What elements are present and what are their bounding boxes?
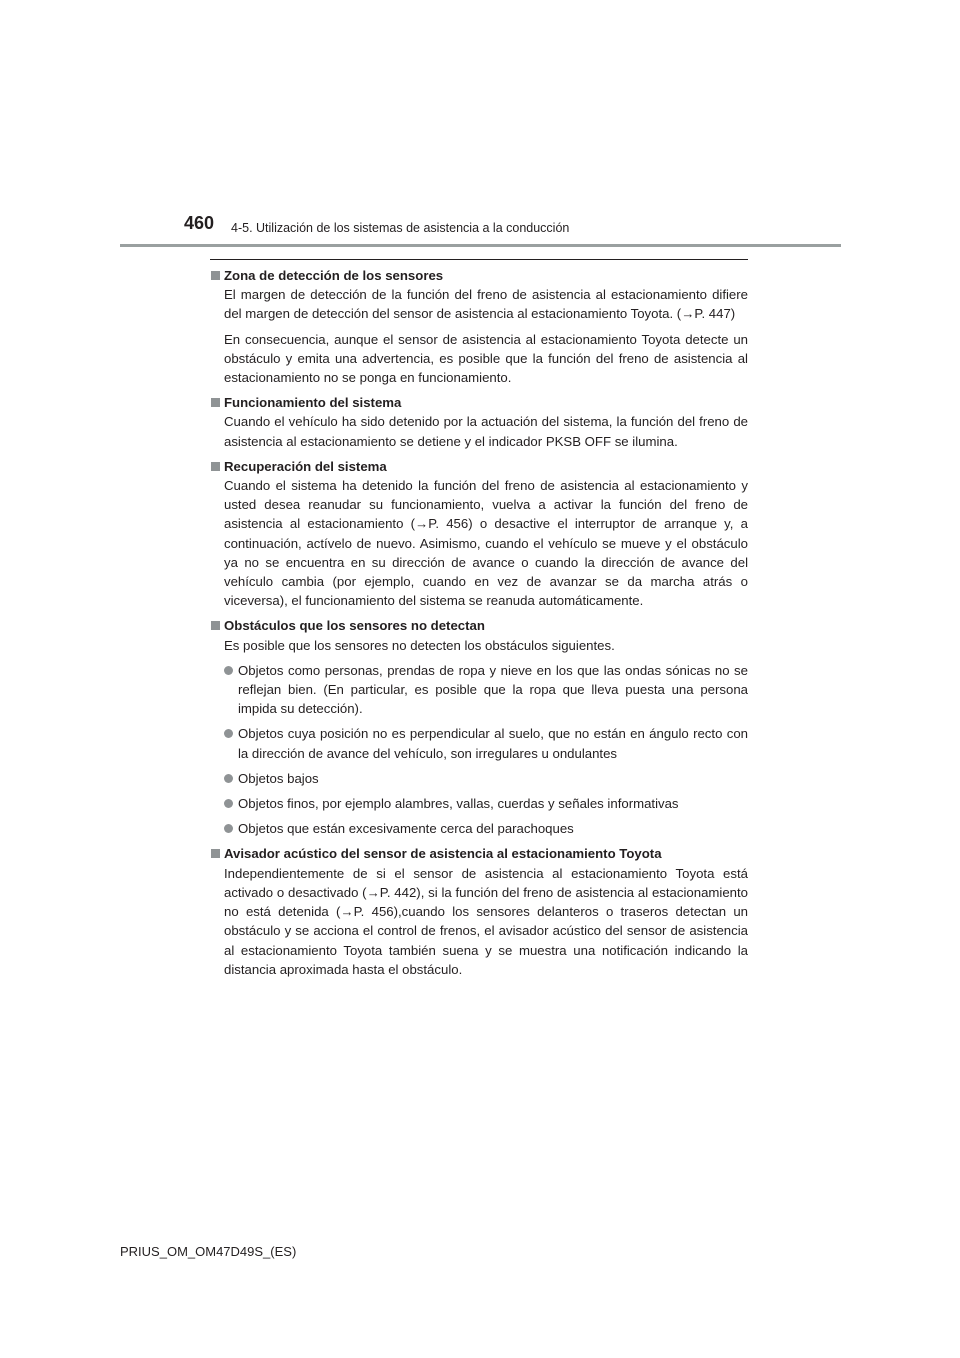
list-item-text: Objetos que están excesivamente cerca del parachoques [238,821,574,837]
page-number: 460 [184,213,215,233]
paragraph: En consecuencia, aunque el sensor de asistencia al estacionamiento Toyota detecte un obstáculo y emita una advertencia, es posible que la función del freno de asistencia al estacionamiento no se ponga en funcionamiento. [224,331,748,386]
section-buzzer [210,844,748,978]
section-system-operation [210,393,748,451]
section-heading: Avisador acústico del sensor de asistencia al estacionamiento Toyota [224,846,662,862]
list-item-text: Objetos bajos [238,770,319,786]
square-bullet-icon [211,462,220,471]
circle-bullet-icon [224,666,233,675]
circle-bullet-icon [224,774,233,783]
section-heading: Zona de detección de los sensores [224,268,444,283]
section-undetected-obstacles [210,616,748,838]
circle-bullet-icon [224,824,233,833]
circle-bullet-icon [224,729,233,738]
page-body [210,266,748,985]
square-bullet-icon [211,849,220,858]
list-item [238,724,748,762]
paragraph: Es posible que los sensores no detecten los obstáculos siguientes. [224,637,615,653]
section-rule [210,259,748,260]
section-heading: Recuperación del sistema [224,458,387,474]
square-bullet-icon [211,271,220,280]
list-item-text: Objetos cuya posición no es perpendicular al suelo, que no están en ángulo recto con la dirección de avance del vehículo, son irregulares u ondulantes [238,726,748,761]
section-heading: Funcionamiento del sistema [224,395,402,411]
paragraph: Cuando el vehículo ha sido detenido por la actuación del sistema, la función del freno de asistencia al estacionamiento se detiene y el indicador PKSB OFF se ilumina. [224,414,748,449]
list-item [238,661,748,719]
list-item-text: Objetos como personas, prendas de ropa y nieve en los que las ondas sónicas no se reflejan bien. (En particular, es posible que la ropa que lleva puesta una persona impida su detección). [238,662,748,717]
running-header: 4-5. Utilización de los sistemas de asistencia a la conducción [231,221,570,235]
list-item [238,794,748,813]
document-code-footer: PRIUS_OM_OM47D49S_(ES) [120,1244,297,1259]
list-item [238,819,748,838]
square-bullet-icon [211,398,220,407]
list-item-text: Objetos finos, por ejemplo alambres, vallas, cuerdas y señales informativas [238,796,679,812]
paragraph: Independientemente de si el sensor de asistencia al estacionamiento Toyota está activado o desactivado (→P. 442), si la función del freno de asistencia al estacionamiento no está detenida (→P. 456),cuando los sensores delanteros o traseros detectan un obstáculo y se acciona el control de frenos, el avisador acústico del sensor de asistencia al estacionamiento Toyota también suena y se muestra una notificación indicando la distancia aproximada hasta el obstáculo. [224,865,748,977]
paragraph: El margen de detección de la función del freno de asistencia al estacionamiento difiere del margen de detección del sensor de asistencia al estacionamiento Toyota. (→P. 447) [224,287,748,322]
section-detection-zone [210,266,748,387]
section-system-recovery [210,457,748,611]
header-rule [120,244,841,247]
section-heading: Obstáculos que los sensores no detectan [224,618,485,634]
circle-bullet-icon [224,799,233,808]
list-item [238,769,748,788]
paragraph: Cuando el sistema ha detenido la función del freno de asistencia al estacionamiento y usted desea reanudar su funcionamiento, vuelva a activar la función del freno de asistencia al estacionamiento (→P. 456) o desactive el interruptor de arranque y, a continuación, actívelo de nuevo. Asimismo, cuando el vehículo se mueve y el obstáculo ya no se encuentra en su dirección de avance o cuando la dirección de avance del vehículo cambia (por ejemplo, cuando en vez de avanzar se da marcha atrás o viceversa), el funcionamiento del sistema se reanuda automáticamente. [224,478,748,609]
square-bullet-icon [211,621,220,630]
